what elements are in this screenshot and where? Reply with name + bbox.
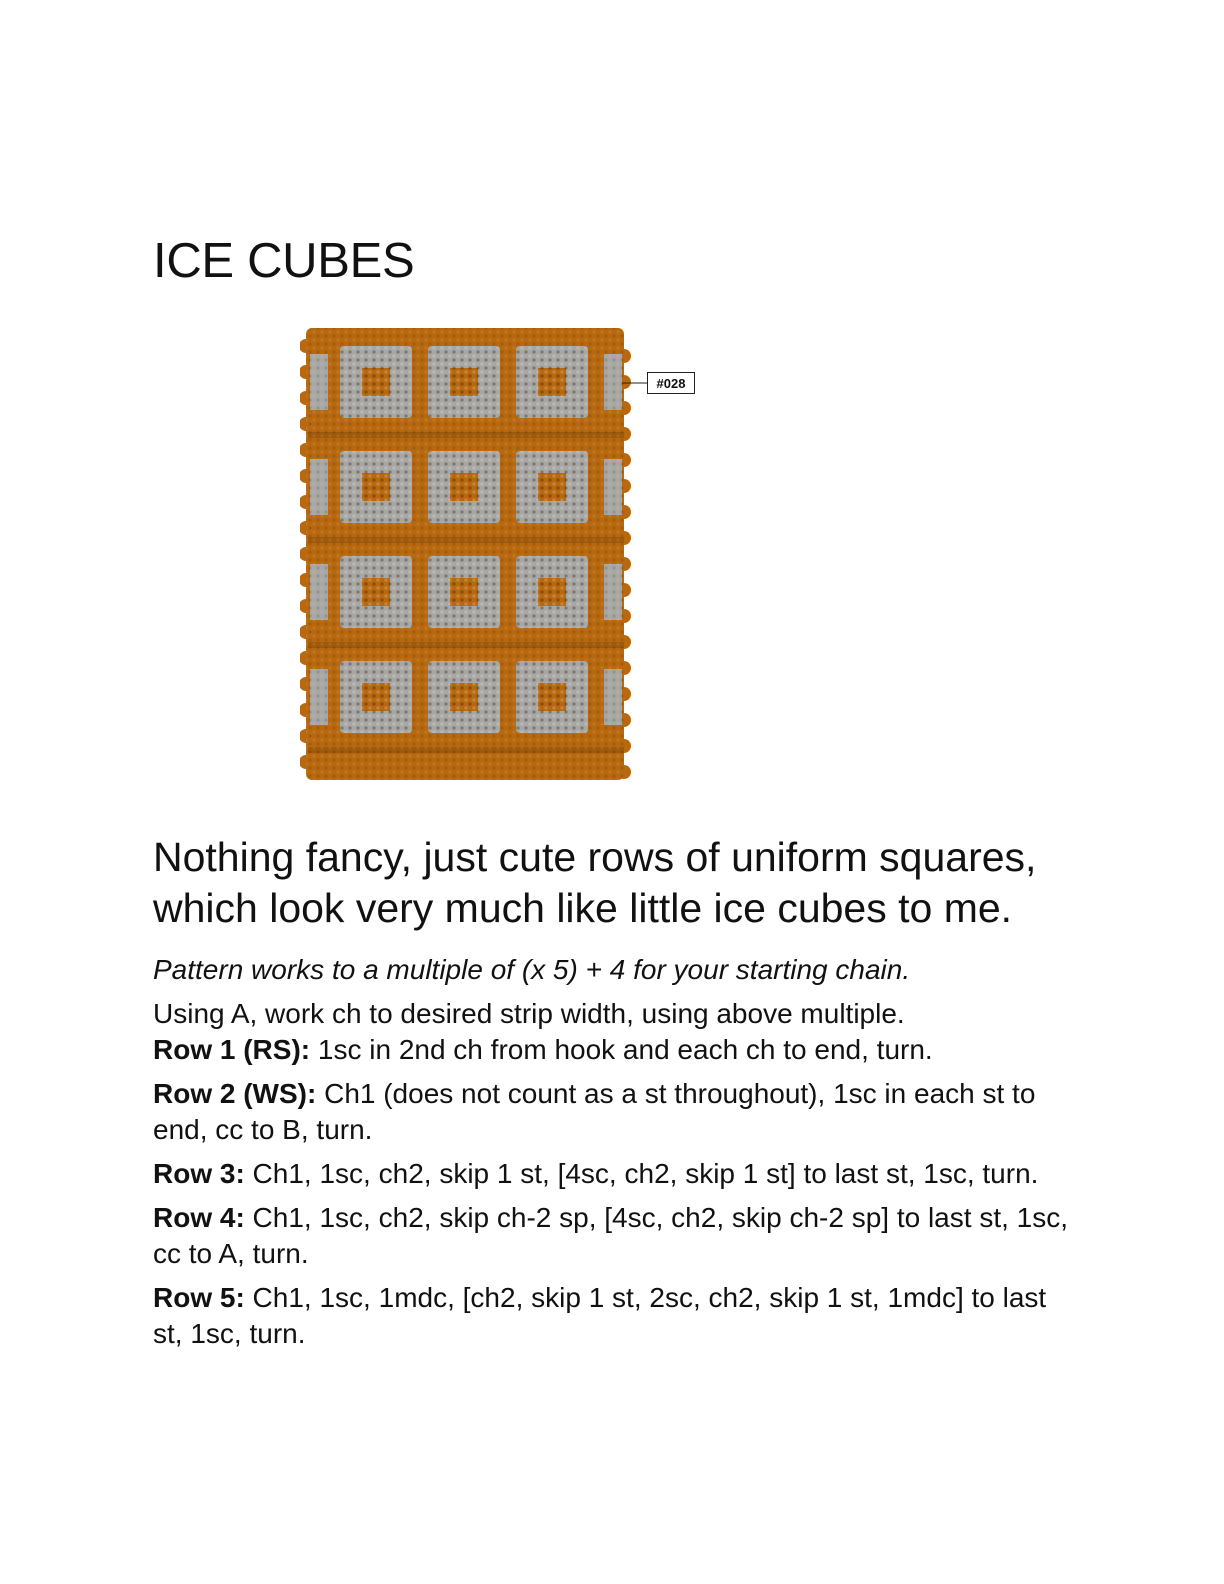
row-label: Row 5: [153,1282,245,1313]
row-text: Ch1 (does not count as a st throughout), 1sc in each st to end, cc to B, turn. [153,1078,1036,1145]
crochet-swatch-image [300,326,710,786]
row-label: Row 2 (WS): [153,1078,317,1109]
swatch-number-label: #028 [647,372,695,394]
pattern-description: Nothing fancy, just cute rows of uniform squares, which look very much like little ice cubes to me. [153,834,1037,931]
swatch-figure [300,326,710,786]
swatch-texture [306,328,624,780]
row-text: Ch1, 1sc, ch2, skip ch-2 sp, [4sc, ch2, skip ch-2 sp] to last st, 1sc, cc to A, turn. [153,1202,1069,1269]
pattern-instructions [153,952,1083,1360]
row-label: Row 1 (RS): [153,1034,311,1065]
intro-instruction: Using A, work ch to desired strip width, using above multiple. [153,998,905,1029]
row-text: 1sc in 2nd ch from hook and each ch to end, turn. [310,1034,933,1065]
row-text: Ch1, 1sc, 1mdc, [ch2, skip 1 st, 2sc, ch2, skip 1 st, 1mdc] to last st, 1sc, turn. [153,1282,1047,1349]
row-1-instruction [153,1032,1083,1068]
row-text: Ch1, 1sc, ch2, skip 1 st, [4sc, ch2, skip 1 st] to last st, 1sc, turn. [244,1158,1039,1189]
page-title: ICE CUBES [153,234,415,288]
row-label: Row 3: [153,1158,245,1189]
row-5-instruction [153,1280,1083,1352]
row-3-instruction [153,1156,1083,1192]
row-2-instruction [153,1076,1083,1148]
row-4-instruction [153,1200,1083,1272]
row-label: Row 4: [153,1202,245,1233]
multiple-note: Pattern works to a multiple of (x 5) + 4 for your starting chain. [153,954,911,985]
